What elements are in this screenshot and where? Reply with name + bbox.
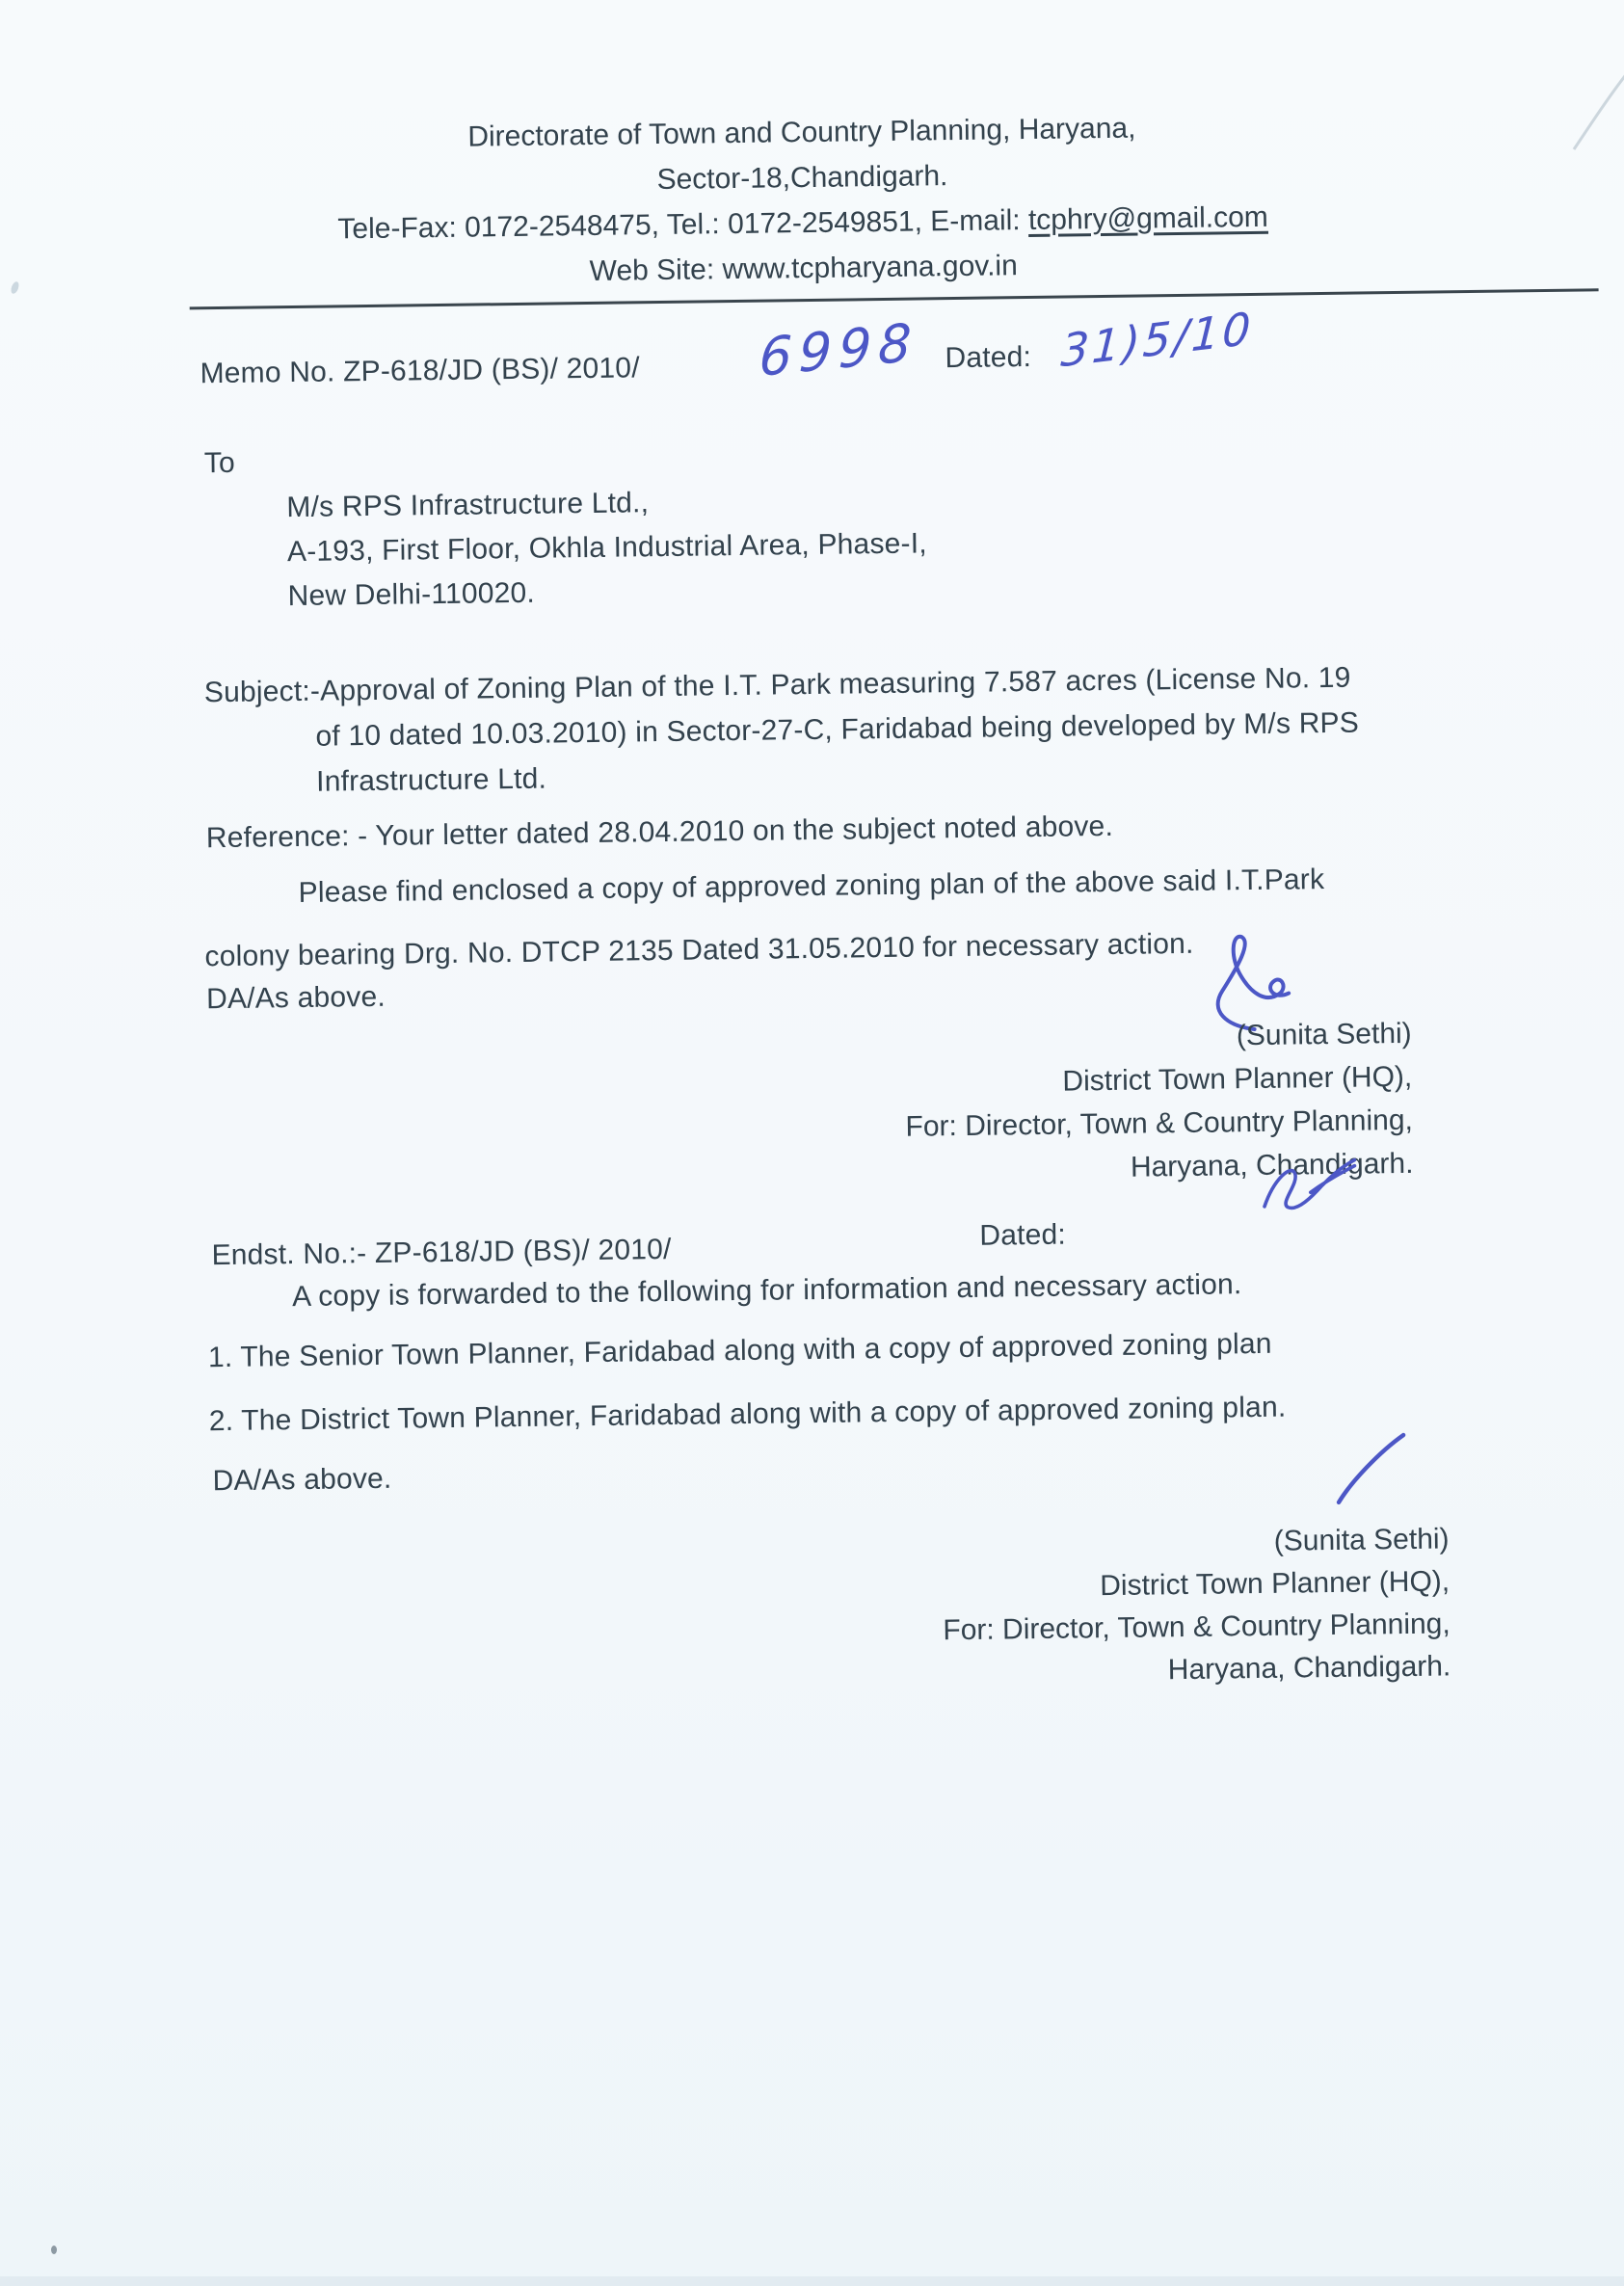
- tick-stroke-scribble: [1329, 1428, 1413, 1512]
- body-paragraph-line-1: Please find enclosed a copy of approved zoning plan of the above said I.T.Park: [298, 864, 1325, 909]
- recipient-line: A-193, First Floor, Okhla Industrial Area, Phase-I,: [286, 527, 928, 569]
- memo-date-handwritten: 31)5/10: [1059, 302, 1255, 378]
- scan-edge: [0, 2276, 1624, 2286]
- signature-block-2: [942, 1518, 1451, 1694]
- subject-line: Subject:-Approval of Zoning Plan of the I.T. Park measuring 7.587 acres (License No. 19: [203, 661, 1351, 709]
- signatory-place: Haryana, Chandigarh.: [1130, 1147, 1414, 1183]
- signatory-name: (Sunita Sethi): [1273, 1523, 1450, 1557]
- signatory-title: District Town Planner (HQ),: [1062, 1060, 1413, 1098]
- recipient-line: M/s RPS Infrastructure Ltd.,: [286, 487, 650, 524]
- forward-item: 1. The Senior Town Planner, Faridabad along with a copy of approved zoning plan: [207, 1327, 1272, 1374]
- scan-page-curl-mark: [1564, 67, 1624, 154]
- forward-item: 2. The District Town Planner, Faridabad along with a copy of approved zoning plan.: [208, 1391, 1287, 1438]
- to-label: To: [203, 446, 236, 480]
- initials-scribble: [1254, 1153, 1371, 1216]
- recipient-line: New Delhi-110020.: [287, 576, 536, 613]
- org-address-line: Sector-18,Chandigarh.: [656, 160, 948, 197]
- memo-dated-label: Dated:: [945, 340, 1032, 375]
- signatory-for-line: For: Director, Town & Country Planning,: [943, 1608, 1451, 1647]
- subject-line: of 10 dated 10.03.2010) in Sector-27-C, Faridabad being developed by M/s RPS: [315, 706, 1360, 753]
- org-name-line: Directorate of Town and Country Planning, Haryana,: [467, 112, 1136, 153]
- signatory-for-line: For: Director, Town & Country Planning,: [905, 1103, 1414, 1143]
- enclosure-note-1: DA/As above.: [205, 980, 386, 1016]
- scan-speck: [51, 2246, 57, 2254]
- org-email: tcphry@gmail.com: [1027, 200, 1269, 236]
- org-phone-text: Tele-Fax: 0172-2548475, Tel.: 0172-2549851, E-mail:: [337, 204, 1029, 246]
- forwarding-line: A copy is forwarded to the following for information and necessary action.: [291, 1268, 1242, 1314]
- signatory-name: (Sunita Sethi): [1236, 1017, 1412, 1052]
- memo-number-handwritten: 6998: [758, 311, 919, 389]
- reference-line: Reference: - Your letter dated 28.04.2010 on the subject noted above.: [205, 810, 1114, 855]
- endst-dated-label: Dated:: [979, 1218, 1067, 1252]
- letterhead: [0, 99, 1615, 302]
- enclosure-note-2: DA/As above.: [212, 1462, 392, 1498]
- memo-number-label: Memo No. ZP-618/JD (BS)/ 2010/: [200, 352, 640, 390]
- org-website-line: Web Site: www.tcpharyana.gov.in: [589, 250, 1018, 287]
- subject-line: Infrastructure Ltd.: [315, 762, 547, 798]
- signatory-title: District Town Planner (HQ),: [1100, 1565, 1451, 1603]
- signatory-place: Haryana, Chandigarh.: [1167, 1650, 1451, 1687]
- body-paragraph-line-2: colony bearing Drg. No. DTCP 2135 Dated 31.05.2010 for necessary action.: [204, 927, 1194, 973]
- endst-number-line: Endst. No.:- ZP-618/JD (BS)/ 2010/: [211, 1233, 672, 1272]
